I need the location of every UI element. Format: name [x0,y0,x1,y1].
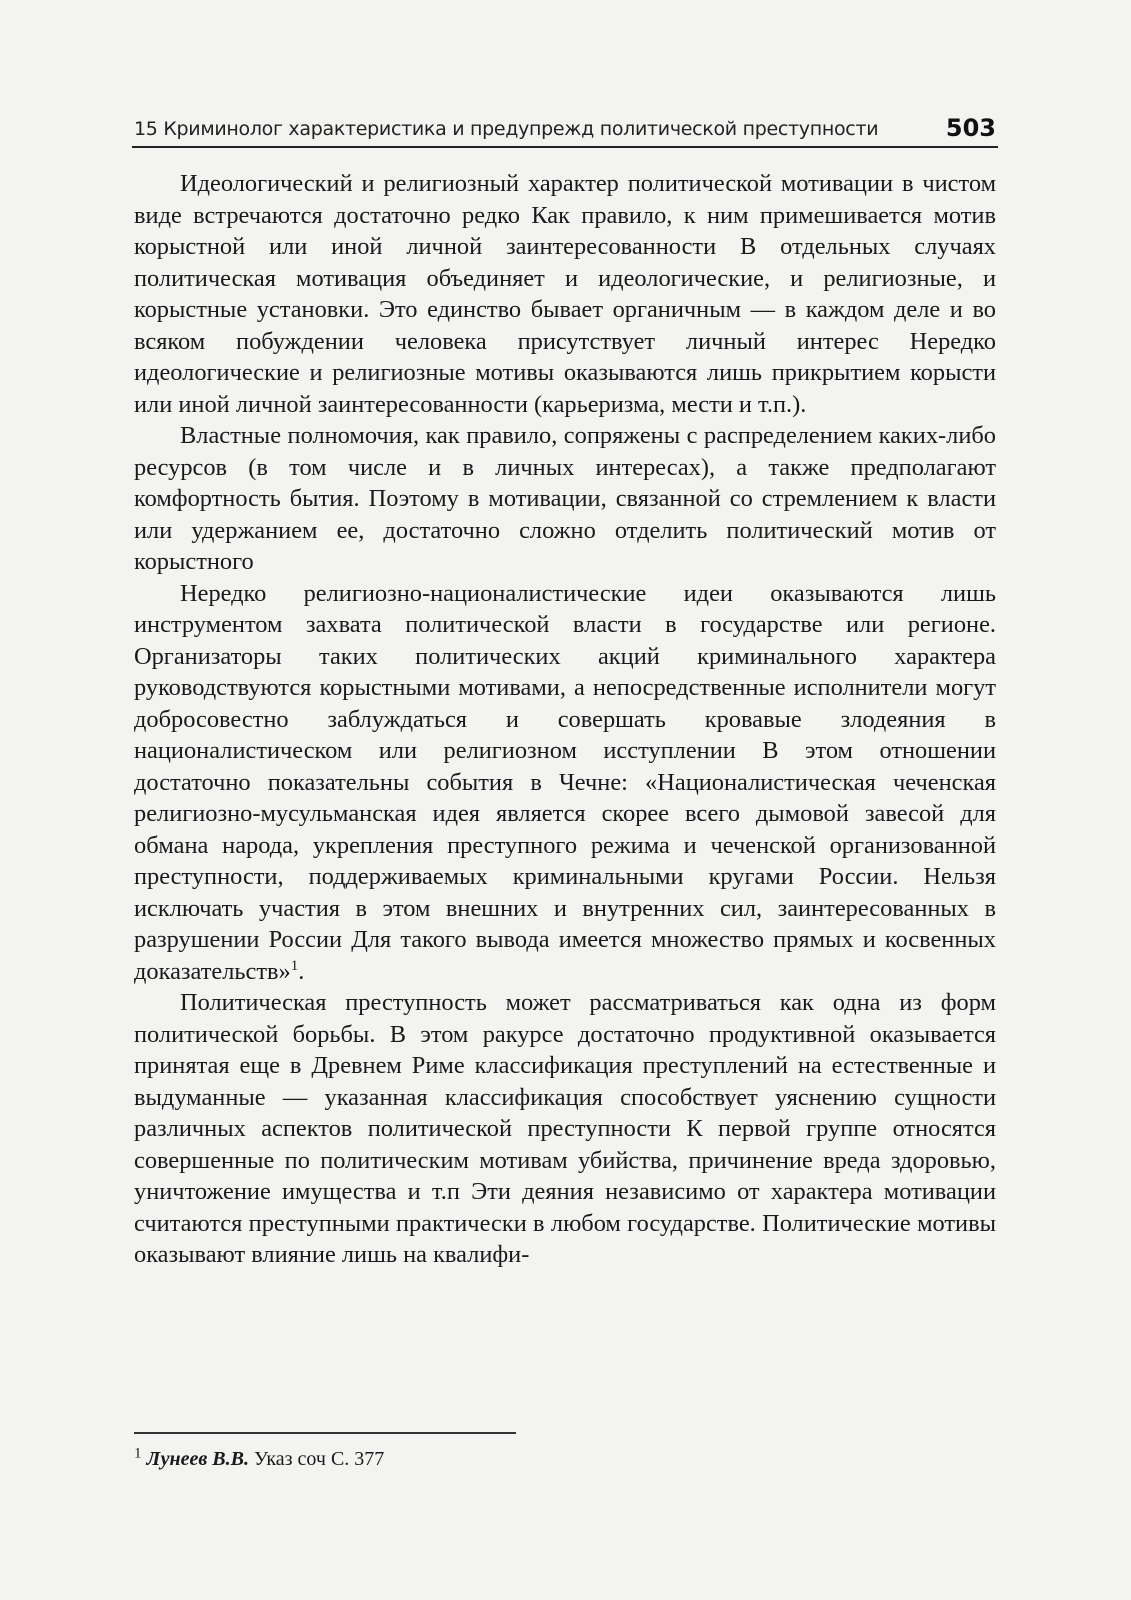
footnote-reference: 1 [290,957,299,974]
running-title: 15 Криминолог характеристика и предупрежд политической преступности [134,118,879,140]
running-header [132,112,998,148]
footnote-divider [134,1432,516,1434]
main-text [134,168,996,1271]
paragraph-4: Политическая преступность может рассматриваться как одна из форм политической борьбы. В этом ракурсе достаточно продуктивной оказывается принятая еще в Древнем Риме классификация преступлений на естественные и выдуманные — указанная классификация способствует уяснению сущности различных аспектов политической преступности К первой группе относятся совершенные по политическим мотивам убийства, причинение вреда здоровью, уничтожение имущества и т.п Эти деяния независимо от характера мотивации считаются преступными практически в любом государстве. Политические мотивы оказывают влияние лишь на квалифи- [134,989,996,1268]
footnote [134,1445,385,1471]
footnote-author: Лунеев В.В. [146,1448,249,1470]
footnote-marker: 1 [134,1445,142,1462]
paragraph-1: Идеологический и религиозный характер политической мотивации в чистом виде встречаются достаточно редко Как правило, к ним примешивается мотив корыстной или иной личной заинтересованности В отдельных случаях политическая мотивация объединяет и идеологические, и религиозные, и корыстные установки. Это единство бывает органичным — в каждом деле и во всяком побуждении человека присутствует личный интерес Нередко идеологические и религиозные мотивы оказываются лишь прикрытием корысти или иной личной заинтересованности (карьеризма, мести и т.п.). [134,170,996,418]
paragraph-3-text: Нередко религиозно-националистические идеи оказываются лишь инструментом захвата политической власти в государстве или регионе. Организаторы таких политических акций криминального характера руководствуются корыстными мотивами, а непосредственные исполнители могут добросовестно заблуждаться и совершать кровавые злодеяния в националистическом или религиозном исступлении В этом отношении достаточно показательны события в Чечне: «Националистическая чеченская религиозно-мусульманская идея является скорее всего дымовой завесой для обмана народа, укрепления преступного режима и чеченской организованной преступности, поддерживаемых криминальными кругами России. Нельзя исключать участия в этом внешних и внутренних сил, заинтересованных в разрушении России Для такого вывода имеется множество прямых и косвенных доказательств» [134,579,996,985]
paragraph-2: Властные полномочия, как правило, сопряжены с распределением каких-либо ресурсов (в том числе и в личных интересах), а также предполагают комфортность бытия. Поэтому в мотивации, связанной со стремлением к власти или удержанием ее, достаточно сложно отделить политический мотив от корыстного [134,422,996,575]
page-number: 503 [945,114,996,142]
footnote-citation: Указ соч С. 377 [253,1448,385,1470]
paragraph-3 [134,578,996,988]
paragraph-3-end: . [298,957,305,985]
